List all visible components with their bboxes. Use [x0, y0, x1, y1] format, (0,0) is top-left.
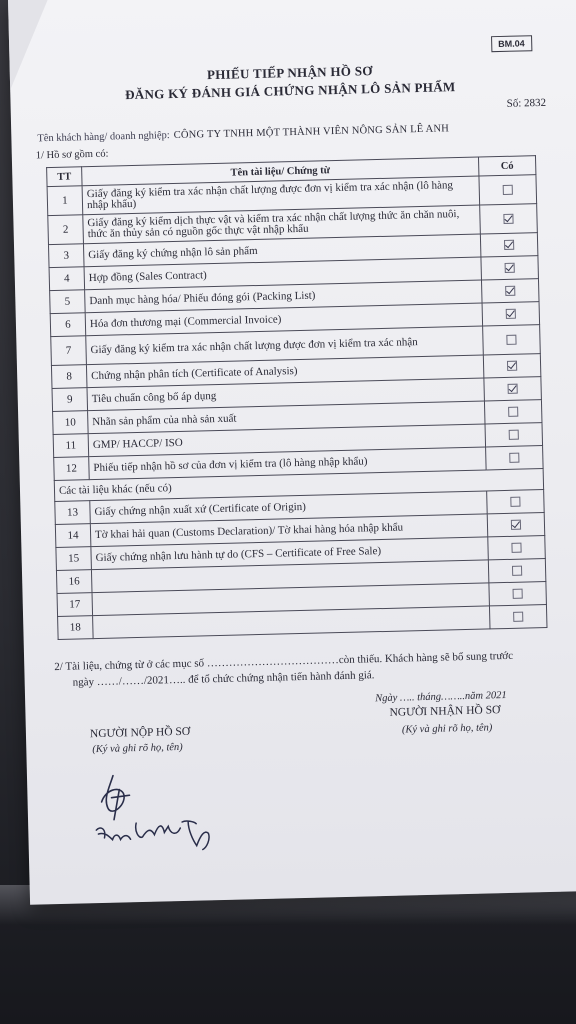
has-document-cell	[483, 325, 541, 355]
receiver-note: (Ký và ghi rõ họ, tên)	[401, 722, 493, 736]
document-name: Nhãn sản phẩm của nhà sản xuất	[88, 401, 485, 434]
checked-checkbox[interactable]	[503, 214, 513, 224]
has-document-cell	[484, 400, 542, 424]
document-title: PHIẾU TIẾP NHẬN HỒ SƠ	[206, 63, 373, 83]
document-name: Giấy chứng nhận lưu hành tự do (CFS – Certificate of Free Sale)	[91, 537, 488, 570]
documents-table	[46, 155, 547, 640]
row-number: 15	[56, 547, 92, 571]
main-rows	[47, 175, 543, 481]
row-number: 7	[51, 336, 87, 366]
has-document-cell	[480, 204, 538, 234]
has-document-cell	[487, 513, 545, 537]
document-name: Hóa đơn thương mại (Commercial Invoice)	[85, 303, 482, 336]
row-number: 6	[50, 313, 86, 337]
unchecked-checkbox[interactable]	[506, 335, 516, 345]
has-document-cell	[481, 279, 539, 303]
unchecked-checkbox[interactable]	[508, 407, 518, 417]
header-co: Có	[478, 156, 535, 176]
document-name: Phiếu tiếp nhận hồ sơ của đơn vị kiểm tra (lô hàng nhập khẩu)	[89, 447, 486, 480]
row-number: 5	[50, 290, 86, 314]
has-document-cell	[489, 605, 547, 629]
section-2-line1: 2/ Tài liệu, chứng từ ở các mục số ………………………………còn thiếu. Khách hàng sẽ bổ sung trước	[54, 649, 514, 674]
unchecked-checkbox[interactable]	[511, 543, 521, 553]
section-1-label: 1/ Hồ sơ gồm có:	[35, 148, 109, 162]
handwritten-signature	[83, 765, 235, 859]
row-number: 4	[49, 267, 85, 291]
row-number: 10	[53, 411, 89, 435]
checked-checkbox[interactable]	[511, 520, 521, 530]
row-number: 8	[51, 365, 87, 389]
has-document-cell	[489, 582, 547, 606]
header-name: Tên tài liệu/ Chứng từ	[82, 157, 479, 186]
unchecked-checkbox[interactable]	[512, 566, 522, 576]
document-name: Tiêu chuẩn công bố áp dụng	[87, 378, 484, 411]
row-number: 9	[52, 388, 88, 412]
has-document-cell	[485, 423, 543, 447]
document-name: Danh mục hàng hóa/ Phiếu đóng gói (Packing List)	[85, 280, 482, 313]
checked-checkbox[interactable]	[508, 384, 518, 394]
checked-checkbox[interactable]	[506, 309, 516, 319]
document-name: Tờ khai hải quan (Customs Declaration)/ Tờ khai hàng hóa nhập khẩu	[90, 514, 487, 547]
has-document-cell	[483, 354, 541, 378]
row-number: 16	[56, 570, 92, 594]
row-number: 1	[47, 186, 83, 216]
customer-label: Tên khách hàng/ doanh nghiệp:	[37, 130, 170, 145]
has-document-cell	[484, 377, 542, 401]
row-number: 17	[57, 593, 93, 617]
document-name: Giấy đăng ký kiểm tra xác nhận chất lượng được đơn vị kiểm tra xác nhận (lô hàng nhập khẩu)	[82, 176, 480, 215]
row-number: 18	[58, 616, 94, 640]
row-number: 2	[48, 215, 84, 245]
date-line: Ngày ….. tháng……..năm 2021	[375, 690, 507, 705]
receiver-title: NGƯỜI NHẬN HỒ SƠ	[389, 704, 501, 719]
document-name: Chứng nhận phân tích (Certificate of Analysis)	[86, 355, 483, 388]
has-document-cell	[488, 559, 546, 583]
has-document-cell	[482, 302, 540, 326]
document-name: Giấy đăng ký chứng nhận lô sản phẩm	[83, 234, 480, 267]
row-number: 11	[53, 434, 89, 458]
customer-line	[37, 123, 449, 144]
has-document-cell	[487, 490, 545, 514]
row-number: 14	[55, 524, 91, 548]
has-document-cell	[480, 233, 538, 257]
checked-checkbox[interactable]	[504, 240, 514, 250]
unchecked-checkbox[interactable]	[513, 589, 523, 599]
row-number: 3	[48, 244, 84, 268]
document-subtitle: ĐĂNG KÝ ĐÁNH GIÁ CHỨNG NHẬN LÔ SẢN PHẨM	[124, 79, 456, 103]
row-number: 13	[55, 501, 91, 525]
row-number: 12	[54, 457, 90, 481]
document-name: Giấy đăng ký kiểm tra xác nhận chất lượng được đơn vị kiểm tra xác nhận	[86, 326, 484, 365]
other-rows	[55, 490, 547, 640]
unchecked-checkbox[interactable]	[513, 612, 523, 622]
header-tt: TT	[47, 167, 82, 187]
has-document-cell	[486, 446, 544, 470]
document-name: GMP/ HACCP/ ISO	[88, 424, 485, 457]
section-2-line2: ngày ……/……/2021….. để tổ chức chứng nhận tiến hành đánh giá.	[72, 669, 375, 689]
document-name: Giấy chứng nhận xuất xứ (Certificate of Origin)	[90, 491, 487, 524]
has-document-cell	[479, 175, 537, 205]
document-number: Số: 2832	[506, 96, 547, 110]
document-page	[8, 0, 576, 905]
unchecked-checkbox[interactable]	[509, 430, 519, 440]
form-code-box: BM.04	[491, 35, 532, 52]
submitter-note: (Ký và ghi rõ họ, tên)	[92, 741, 183, 756]
customer-name: CÔNG TY TNHH MỘT THÀNH VIÊN NÔNG SẢN LÊ ANH	[173, 123, 450, 141]
unchecked-checkbox[interactable]	[510, 497, 520, 507]
checked-checkbox[interactable]	[505, 286, 515, 296]
unchecked-checkbox[interactable]	[509, 453, 519, 463]
checked-checkbox[interactable]	[507, 361, 517, 371]
document-name: Giấy đăng ký kiểm dịch thực vật và kiểm tra xác nhận chất lượng thức ăn chăn nuôi, thức ăn thủy sản có nguồn gốc thực vật nhập khẩu	[83, 205, 481, 244]
other-docs-header: Các tài liệu khác (nếu có)	[54, 469, 543, 502]
submitter-title: NGƯỜI NỘP HỒ SƠ	[89, 725, 191, 741]
has-document-cell	[488, 536, 546, 560]
checked-checkbox[interactable]	[505, 263, 515, 273]
has-document-cell	[481, 256, 539, 280]
document-name: Hợp đồng (Sales Contract)	[84, 257, 481, 290]
unchecked-checkbox[interactable]	[503, 185, 513, 195]
